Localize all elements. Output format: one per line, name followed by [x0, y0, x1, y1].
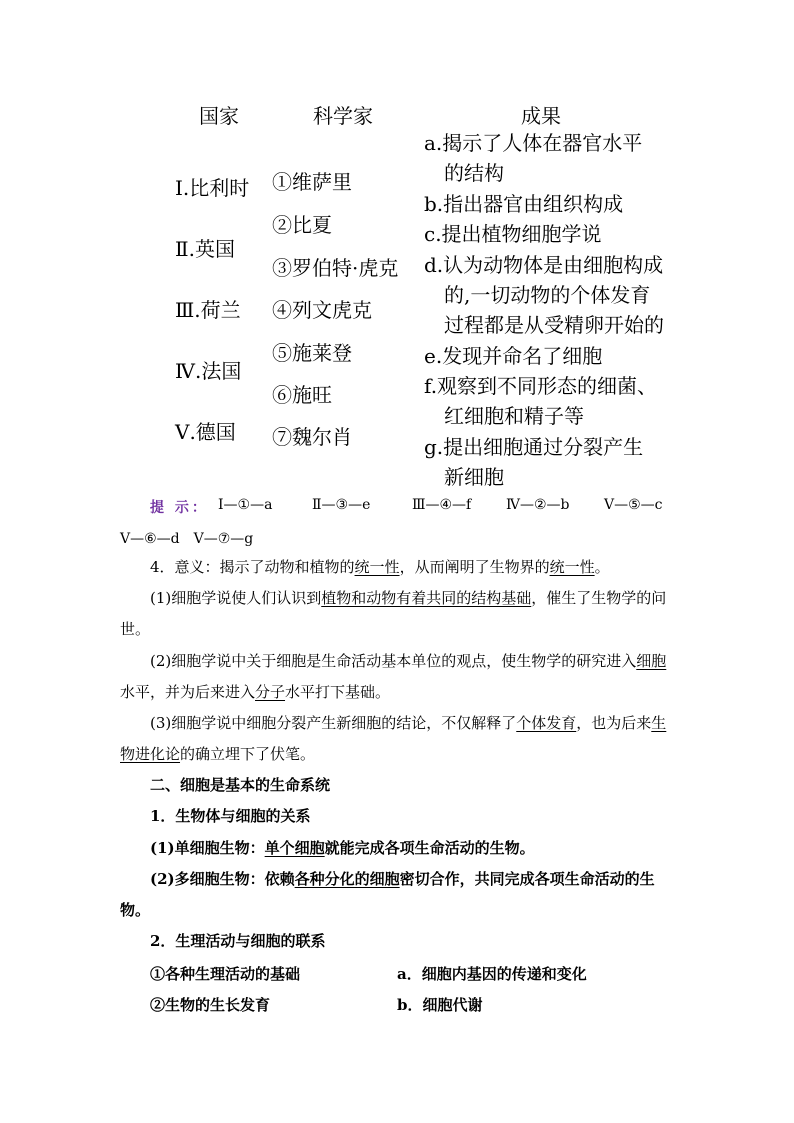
text: 4．意义：揭示了动物和植物的: [150, 558, 355, 576]
result-d-cont1: 的,一切动物的个体发育: [444, 283, 651, 307]
result-b: b.指出器官由组织构成: [424, 192, 624, 216]
hint-label: 提 示：: [150, 500, 209, 516]
section-title: 二、细胞是基本的生命系统: [150, 776, 331, 794]
scientist-2: ②比夏: [272, 213, 332, 237]
result-a: a.揭示了人体在器官水平: [424, 131, 643, 155]
country-uk: Ⅱ.英国: [175, 237, 235, 261]
text: 水平打下基础。: [285, 683, 391, 701]
result-c: c.提出植物细胞学说: [424, 222, 602, 246]
scientist-4: ④列文虎克: [272, 298, 372, 322]
hint-pair-2: Ⅱ—③—e: [312, 497, 371, 513]
result-g-cont: 新细胞: [444, 465, 504, 489]
country-belgium: Ⅰ.比利时: [175, 176, 250, 200]
result-e: e.发现并命名了细胞: [424, 344, 603, 368]
header-scientist: 科学家: [313, 104, 373, 128]
text: (3)细胞学说中细胞分裂产生新细胞的结论，不仅解释了: [150, 714, 517, 732]
scientist-6: ⑥施旺: [272, 383, 332, 407]
match-left-1: ①各种生理活动的基础: [150, 965, 301, 983]
underlined-term: 植物和动物有着共同的结构基础: [321, 589, 532, 607]
unicellular-paragraph: [120, 833, 676, 864]
header-country: 国家: [199, 104, 239, 128]
country-france: Ⅳ.法国: [175, 359, 242, 383]
text: (2)多细胞生物：依赖: [150, 870, 295, 888]
underlined-term: 单个细胞: [264, 839, 325, 857]
text: 密切合作，共同完成各项生命活动的生物。: [120, 870, 655, 919]
match-right-1: a．细胞内基因的传递和变化: [397, 965, 587, 983]
text: 水平，并为后来进入: [120, 683, 256, 701]
country-germany: Ⅴ.德国: [175, 420, 236, 444]
underlined-term: 个体发育: [516, 714, 577, 732]
text: 的确立埋下了伏笔。: [180, 745, 316, 763]
result-f-cont: 红细胞和精子等: [444, 404, 584, 428]
result-g: g.提出细胞通过分裂产生: [424, 435, 644, 459]
hint-pair-5: Ⅴ—⑤—c: [604, 497, 663, 513]
underlined-term: 细胞: [636, 652, 667, 670]
hint-line-2: Ⅴ—⑥—d Ⅴ—⑦—g: [120, 531, 254, 547]
result-d: d.认为动物体是由细胞构成: [424, 253, 664, 277]
header-result: 成果: [521, 104, 561, 128]
underlined-term: 统一性: [354, 558, 400, 576]
result-d-cont2: 过程都是从受精卵开始的: [444, 313, 664, 337]
underlined-term: 统一性: [549, 558, 595, 576]
result-a-cont: 的结构: [444, 161, 504, 185]
scientist-7: ⑦魏尔肖: [272, 425, 352, 449]
subsection-title-1: 1．生物体与细胞的关系: [150, 807, 311, 825]
underlined-term: 各种分化的细胞: [294, 870, 400, 888]
significance-point-2: [120, 646, 676, 708]
scientist-3: ③罗伯特·虎克: [272, 256, 399, 280]
text: (1)细胞学说使人们认识到: [150, 589, 322, 607]
text: 。: [594, 558, 610, 576]
hint-pair-4: Ⅳ—②—b: [506, 497, 570, 513]
result-f: f.观察到不同形态的细菌、: [424, 374, 658, 398]
text: (2)细胞学说中关于细胞是生命活动基本单位的观点，使生物学的研究进入: [150, 652, 637, 670]
country-netherlands: Ⅲ.荷兰: [175, 298, 241, 322]
hint-pair-1: Ⅰ—①—a: [218, 497, 273, 513]
scientist-1: ①维萨里: [272, 170, 352, 194]
significance-point-1: [120, 583, 676, 645]
text: (1)单细胞生物：: [150, 839, 265, 857]
text: ，催生了生物学的问世。: [120, 589, 667, 638]
text: 就能完成各项生命活动的生物。: [324, 839, 535, 857]
scientist-5: ⑤施莱登: [272, 341, 352, 365]
subsection-title-2: 2．生理活动与细胞的联系: [150, 932, 326, 950]
underlined-term: 生物进化论: [120, 714, 667, 763]
match-left-2: ②生物的生长发育: [150, 996, 271, 1014]
underlined-term: 分子: [255, 683, 286, 701]
significance-point-3: [120, 708, 676, 770]
text: ，从而阐明了生物界的: [399, 558, 550, 576]
significance-paragraph: [120, 552, 676, 583]
hint-pair-3: Ⅲ—④—f: [412, 497, 472, 513]
text: ，也为后来: [576, 714, 652, 732]
multicellular-paragraph: [120, 864, 676, 926]
match-right-2: b．细胞代谢: [397, 996, 483, 1014]
